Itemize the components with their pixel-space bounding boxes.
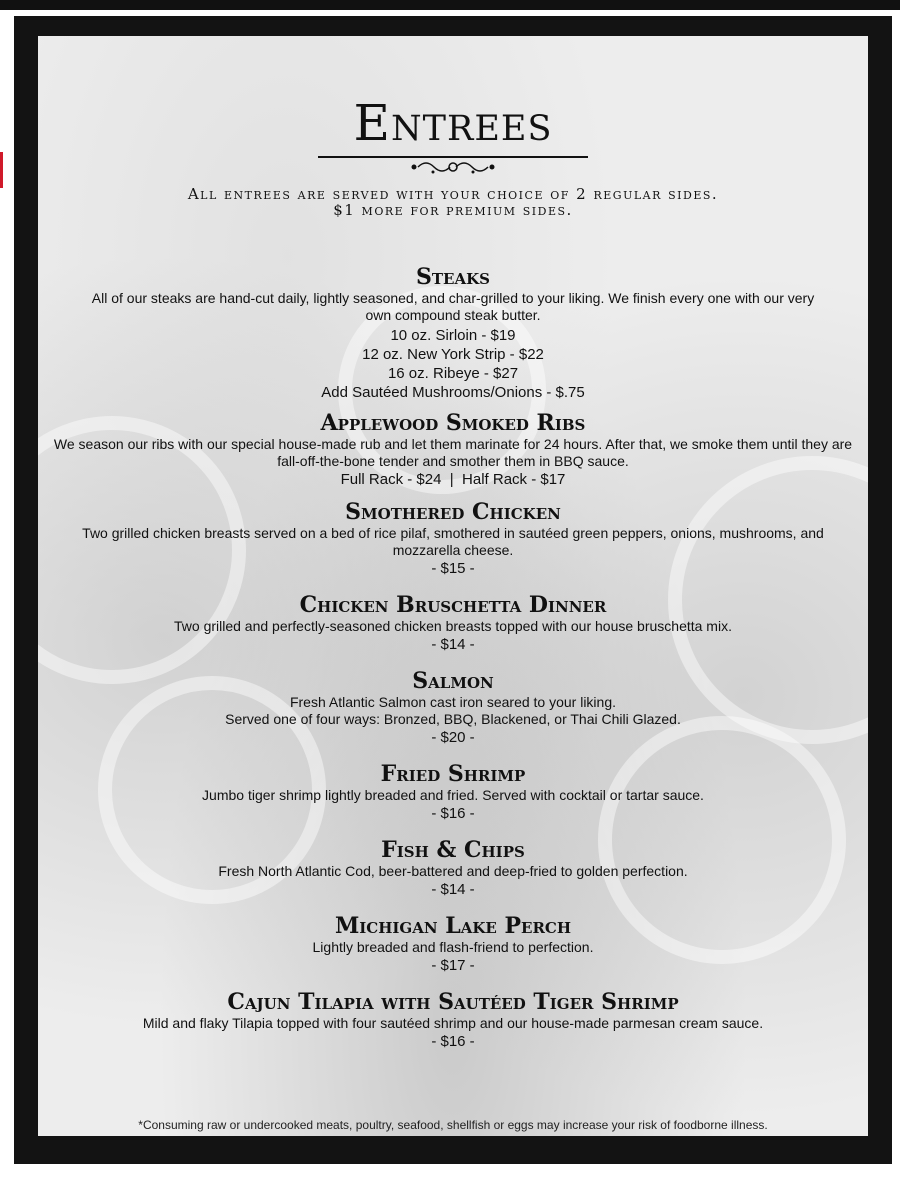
section-title: Steaks: [416, 264, 490, 290]
price: - $17 -: [431, 957, 475, 974]
section-cajun-tilapia: [38, 989, 868, 1051]
section-ribs: [38, 410, 868, 489]
section-title: Cajun Tilapia with Sautéed Tiger Shrimp: [227, 989, 679, 1015]
top-strip: [0, 0, 900, 10]
section-description: Fresh Atlantic Salmon cast iron seared to your liking.: [289, 694, 617, 710]
section-salmon: [38, 668, 868, 747]
price-option: 10 oz. Sirloin - $19: [390, 327, 516, 344]
price: - $16 -: [431, 1033, 475, 1050]
section-description: Served one of four ways: Bronzed, BBQ, Blackened, or Thai Chili Glazed.: [225, 711, 681, 727]
price: Full Rack - $24 | Half Rack - $17: [340, 471, 566, 488]
section-description: We season our ribs with our special house-made rub and let them marinate for 24 hours. After that, we smoke them until they are fall-off-the-bone tender and smother them in BBQ sauce.: [53, 436, 853, 469]
edge-mark: [0, 152, 3, 188]
section-title: Salmon: [412, 668, 494, 694]
section-title: Smothered Chicken: [345, 499, 561, 525]
section-smothered-chicken: [38, 499, 868, 578]
price-option: 12 oz. New York Strip - $22: [362, 346, 544, 363]
section-title: Michigan Lake Perch: [334, 913, 572, 939]
section-fish-and-chips: [38, 837, 868, 899]
section-title: Fried Shrimp: [380, 761, 526, 787]
menu-page: [38, 36, 868, 1136]
section-fried-shrimp: [38, 761, 868, 823]
section-title: Applewood Smoked Ribs: [320, 410, 586, 436]
menu-content: [38, 94, 868, 1051]
menu-frame: [14, 16, 892, 1164]
price: - $20 -: [431, 729, 475, 746]
section-description: All of our steaks are hand-cut daily, lightly seasoned, and char-grilled to your liking. We finish every one with our very own compound steak butter.: [91, 290, 815, 323]
page-title: Entrees: [353, 94, 553, 152]
footnote: *Consuming raw or undercooked meats, poultry, seafood, shellfish or eggs may increase your risk of foodborne illness.: [138, 1118, 768, 1132]
section-description: Jumbo tiger shrimp lightly breaded and fried. Served with cocktail or tartar sauce.: [202, 787, 704, 803]
section-description: Fresh North Atlantic Cod, beer-battered and deep-fried to golden perfection.: [218, 863, 688, 879]
section-chicken-bruschetta: [38, 592, 868, 654]
subtitle-line: $1 more for premium sides.: [333, 201, 573, 219]
subtitle-line: All entrees are served with your choice of 2 regular sides.: [187, 185, 719, 203]
section-description: Two grilled and perfectly-seasoned chicken breasts topped with our house bruschetta mix.: [174, 618, 732, 634]
section-lake-perch: [38, 913, 868, 975]
section-description: Lightly breaded and flash-friend to perfection.: [312, 939, 594, 955]
price: - $15 -: [431, 560, 475, 577]
price: - $14 -: [431, 636, 475, 653]
ornament-divider-icon: [318, 152, 588, 178]
price-option: 16 oz. Ribeye - $27: [387, 365, 519, 382]
section-title: Fish & Chips: [381, 837, 525, 863]
price-option: Add Sautéed Mushrooms/Onions - $.75: [321, 384, 585, 401]
section-description: Mild and flaky Tilapia topped with four sautéed shrimp and our house-made parmesan cream sauce.: [142, 1015, 764, 1031]
section-steaks: [38, 264, 868, 402]
price: - $16 -: [431, 805, 475, 822]
section-title: Chicken Bruschetta Dinner: [299, 592, 607, 618]
section-description: Two grilled chicken breasts served on a bed of rice pilaf, smothered in sautéed green peppers, onions, mushrooms, and mozzarella cheese.: [82, 525, 824, 558]
price: - $14 -: [431, 881, 475, 898]
